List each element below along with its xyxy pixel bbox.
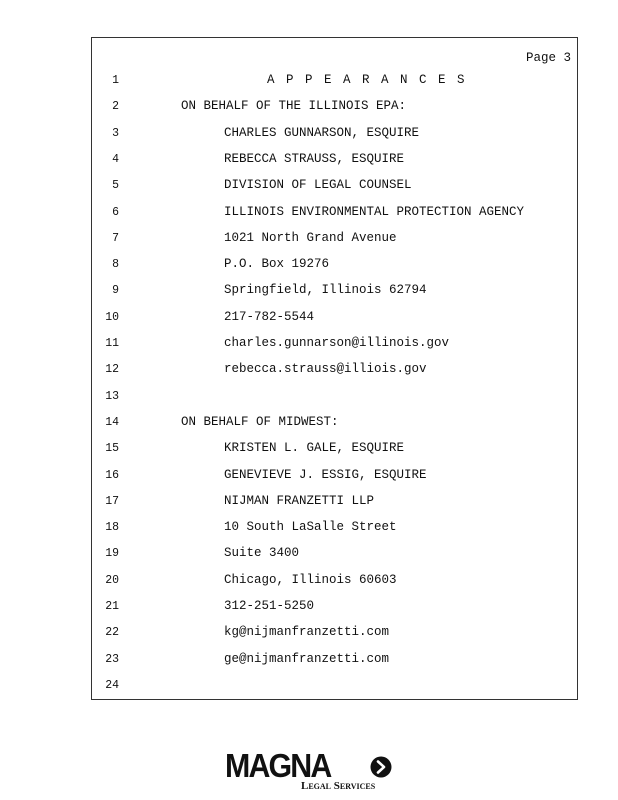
- transcript-line: [92, 679, 577, 705]
- transcript-page: [91, 37, 578, 700]
- logo-wordmark: MAGNA: [225, 747, 331, 784]
- magna-logo: [225, 748, 405, 794]
- line-number: 15: [105, 442, 119, 456]
- transcript-line: [92, 390, 577, 416]
- line-text: rebecca.strauss@illiois.gov: [224, 362, 427, 377]
- line-text: Suite 3400: [224, 546, 300, 561]
- arrow-circle-icon: [370, 756, 392, 778]
- logo-tagline: Legal Services: [301, 780, 376, 792]
- transcript-line: [92, 626, 577, 652]
- line-text: ON BEHALF OF THE ILLINOIS EPA:: [181, 99, 407, 114]
- line-number: 10: [105, 310, 119, 324]
- line-text: 10 South LaSalle Street: [224, 520, 397, 535]
- line-number: 7: [112, 231, 119, 245]
- transcript-line: [92, 442, 577, 468]
- line-number: 13: [105, 389, 119, 403]
- line-number: 21: [105, 600, 119, 613]
- line-text: ILLINOIS ENVIRONMENTAL PROTECTION AGENCY: [224, 204, 525, 219]
- line-number: 9: [112, 284, 119, 298]
- line-number: 18: [105, 521, 119, 535]
- line-text: 217-782-5544: [224, 309, 315, 324]
- transcript-line: [92, 653, 577, 679]
- line-text: NIJMAN FRANZETTI LLP: [224, 493, 375, 508]
- line-number: 22: [105, 626, 119, 640]
- line-number: 6: [112, 205, 119, 219]
- line-number: 19: [105, 547, 119, 561]
- line-text: Chicago, Illinois 60603: [224, 572, 397, 587]
- line-number: 20: [105, 573, 119, 587]
- line-text: DIVISION OF LEGAL COUNSEL: [224, 178, 412, 193]
- line-number: 16: [105, 468, 119, 482]
- transcript-line: [92, 337, 577, 363]
- line-text: KRISTEN L. GALE, ESQUIRE: [224, 441, 405, 456]
- transcript-line: [92, 469, 577, 495]
- line-number: 17: [105, 494, 119, 508]
- transcript-line: [92, 258, 577, 284]
- line-number: 3: [112, 126, 119, 140]
- line-text: charles.gunnarson@illinois.gov: [224, 336, 450, 350]
- line-text: ge@nijmanfranzetti.com: [224, 651, 390, 666]
- line-text: 1021 North Grand Avenue: [224, 230, 397, 245]
- transcript-line: [92, 232, 577, 258]
- transcript-line: [92, 600, 577, 626]
- line-number: 14: [105, 415, 119, 429]
- line-text: A P P E A R A N C E S: [267, 73, 467, 87]
- transcript-line: [92, 521, 577, 547]
- line-number: 11: [105, 337, 119, 350]
- line-text: GENEVIEVE J. ESSIG, ESQUIRE: [224, 467, 427, 482]
- transcript-line: [92, 179, 577, 205]
- transcript-line: [92, 416, 577, 442]
- line-number: 8: [112, 258, 119, 272]
- line-number: 23: [105, 652, 119, 666]
- line-number: 4: [112, 152, 119, 166]
- transcript-line: [92, 127, 577, 153]
- line-text: REBECCA STRAUSS, ESQUIRE: [224, 151, 405, 166]
- line-text: Springfield, Illinois 62794: [224, 283, 427, 298]
- line-number: 5: [112, 179, 119, 193]
- transcript-line: [92, 206, 577, 232]
- transcript-line: [92, 74, 577, 100]
- transcript-line: [92, 574, 577, 600]
- line-number: 1: [112, 74, 119, 87]
- transcript-line: [92, 100, 577, 126]
- line-text: 312-251-5250: [224, 599, 315, 613]
- line-number: 12: [105, 363, 119, 377]
- line-number: 2: [112, 100, 119, 114]
- transcript-line: [92, 153, 577, 179]
- page-number: Page 3: [525, 51, 571, 65]
- transcript-line: [92, 495, 577, 521]
- line-number: 24: [105, 678, 119, 692]
- transcript-line: [92, 284, 577, 310]
- line-text: CHARLES GUNNARSON, ESQUIRE: [224, 125, 420, 140]
- transcript-line: [92, 547, 577, 573]
- transcript-line: [92, 363, 577, 389]
- transcript-line: [92, 311, 577, 337]
- line-text: kg@nijmanfranzetti.com: [224, 625, 390, 640]
- line-text: ON BEHALF OF MIDWEST:: [181, 414, 339, 429]
- line-text: P.O. Box 19276: [224, 257, 330, 272]
